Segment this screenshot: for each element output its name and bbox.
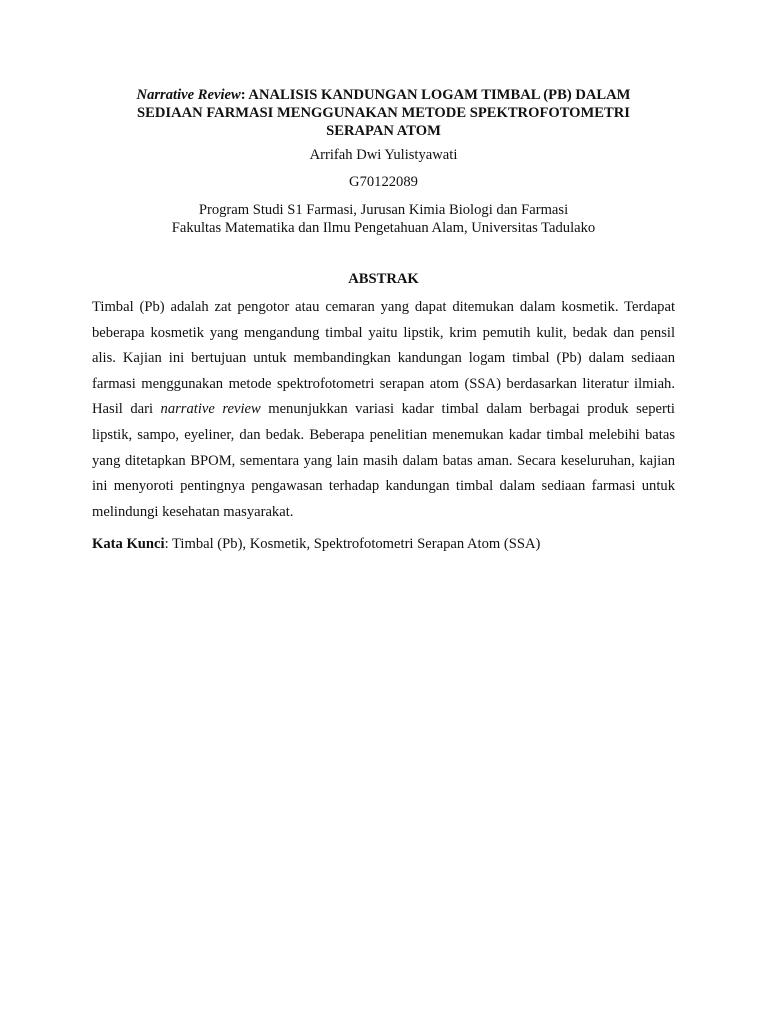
affiliation-line-1: Program Studi S1 Farmasi, Jurusan Kimia Biologi dan Farmasi — [198, 202, 569, 218]
title-lead: Narrative Review — [136, 87, 241, 103]
title-main: : ANALISIS KANDUNGAN LOGAM TIMBAL (PB) DALAM SEDIAAN FARMASI MENGGUNAKAN METODE SPEKTROFOTOMETRI SERAPAN ATOM — [137, 87, 631, 139]
abstract-heading: ABSTRAK — [348, 271, 419, 287]
abstract-italic-term: narrative review — [160, 401, 261, 418]
keywords-text: : Timbal (Pb), Kosmetik, Spektrofotometri Serapan Atom (SSA) — [164, 536, 541, 553]
document-page — [92, 86, 675, 553]
student-id: G70122089 — [349, 174, 418, 190]
affiliation-line-2: Fakultas Matematika dan Ilmu Pengetahuan Alam, Universitas Tadulako — [171, 220, 596, 236]
abstract-text-2: menunjukkan variasi kadar timbal dalam berbagai produk seperti lipstik, sampo, eyeliner, dan bedak. Beberapa penelitian menemukan kadar timbal melebihi batas yang ditetapkan BPOM, sementara yang lain masih dalam batas aman. Secara keseluruhan, kajian ini menyoroti pentingnya pengawasan terhadap kandungan timbal dalam sediaan farmasi untuk melindungi kesehatan masyarakat. — [92, 401, 675, 520]
author-name: Arrifah Dwi Yulistyawati — [309, 147, 458, 163]
keywords-label: Kata Kunci — [92, 536, 165, 553]
keywords — [92, 535, 675, 553]
abstract-text-1: Timbal (Pb) adalah zat pengotor atau cemaran yang dapat ditemukan dalam kosmetik. Terdapat beberapa kosmetik yang mengandung timbal yaitu lipstik, krim pemutih kulit, bedak dan pensil alis. Kajian ini bertujuan untuk membandingkan kandungan logam timbal (Pb) dalam sediaan farmasi menggunakan metode spektrofotometri serapan atom (SSA) berdasarkan literatur ilmiah. Hasil dari — [92, 299, 675, 418]
abstract-body — [92, 295, 675, 525]
paper-title — [92, 86, 675, 140]
affiliation — [92, 201, 675, 237]
